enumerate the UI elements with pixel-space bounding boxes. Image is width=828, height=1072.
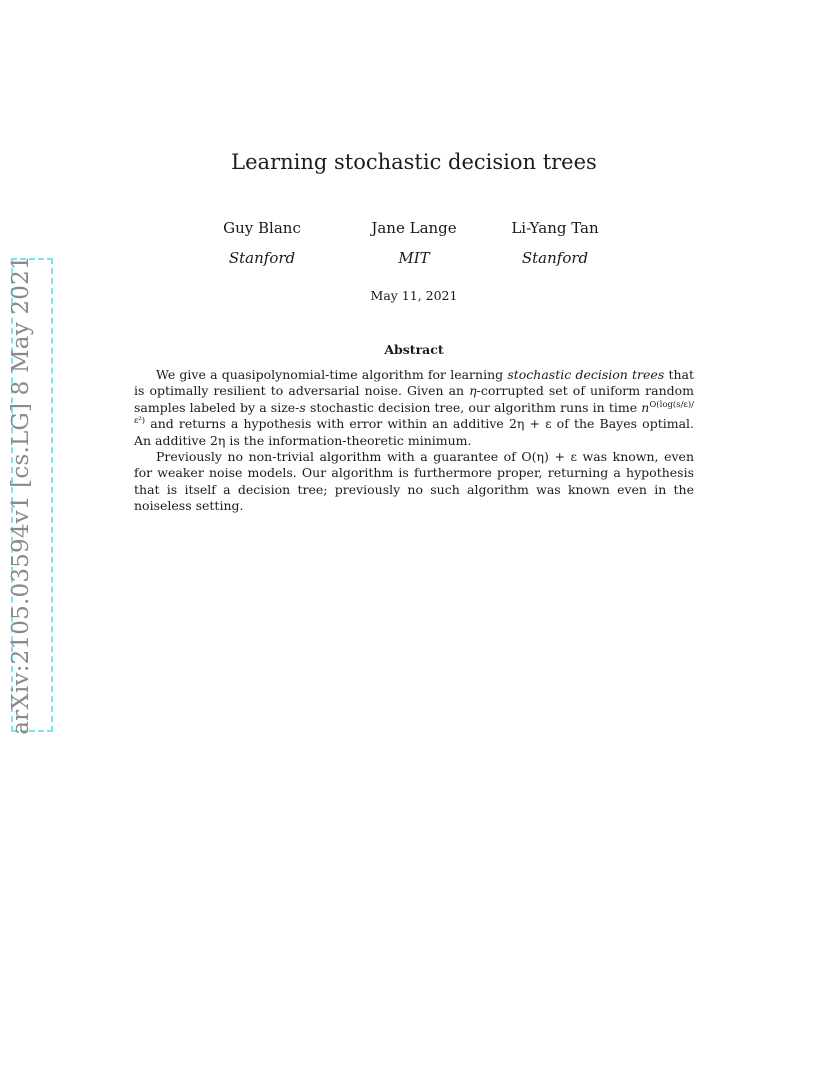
abstract-paragraph-1: [134, 367, 694, 449]
abstract-text: -corrupted set of uniform random samples labeled by a size-: [134, 383, 694, 415]
author-name: Jane Lange: [371, 219, 457, 237]
abstract-heading: Abstract: [384, 342, 444, 357]
math-exponent: O(log(s/ε)/ε²): [134, 399, 695, 427]
abstract-text: stochastic decision tree, our algorithm runs in time: [305, 399, 642, 415]
author-affiliation: Stanford: [521, 249, 589, 267]
abstract-emphasis: stochastic decision trees: [507, 367, 665, 382]
author-block-2: [334, 218, 494, 268]
author-name: Guy Blanc: [223, 219, 301, 237]
author-affiliation: MIT: [398, 249, 430, 267]
math-eta: η: [469, 383, 477, 399]
arxiv-identifier: arXiv:2105.03594v1 [cs.LG] 8 May 2021: [8, 255, 34, 735]
abstract-paragraph-2: Previously no non-trivial algorithm with a guarantee of O(η) + ε was known, even for weaker noise models. Our algorithm is furthermore proper, returning a hypothesis that is itself a decision tree; previously no such algorithm was known even in the noiseless setting.: [134, 449, 694, 514]
math-s: s: [299, 399, 306, 415]
math-n: n: [641, 399, 650, 415]
author-affiliation: Stanford: [228, 249, 296, 267]
abstract-body: [134, 367, 694, 515]
author-name: Li-Yang Tan: [511, 219, 599, 237]
paper-title: Learning stochastic decision trees: [231, 150, 597, 174]
author-block-1: [182, 218, 342, 268]
publication-date: May 11, 2021: [370, 288, 458, 303]
abstract-text: and returns a hypothesis with error within an additive 2η + ε of the Bayes optimal. An additive 2η is the information-theoretic minimum.: [134, 416, 694, 448]
abstract-text: that is optimally resilient to adversarial noise. Given an: [134, 367, 694, 399]
abstract-text: We give a quasipolynomial-time algorithm for learning: [156, 367, 508, 382]
author-block-3: [475, 218, 635, 268]
